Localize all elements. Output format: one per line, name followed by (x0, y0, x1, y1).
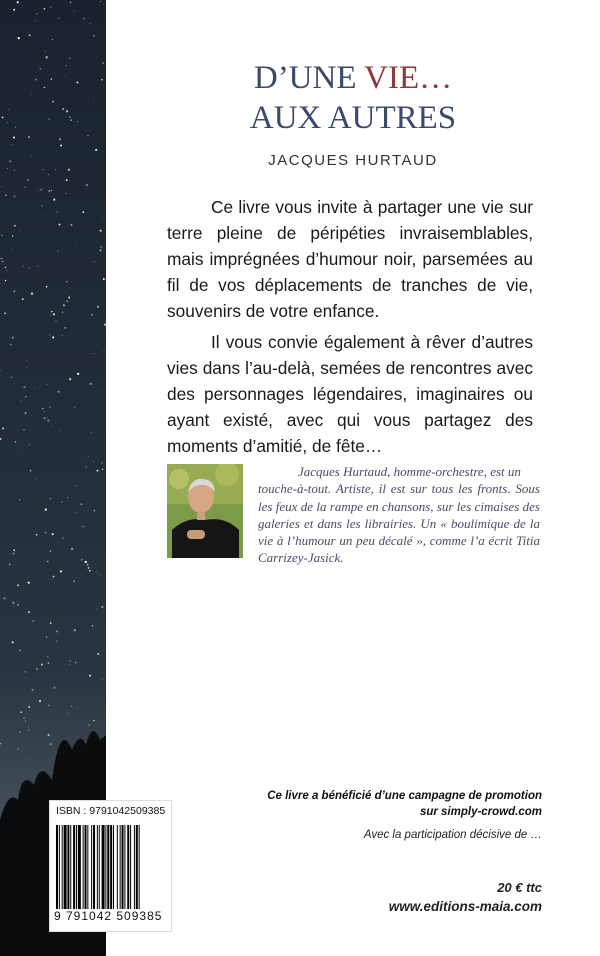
book-title (106, 58, 600, 138)
promotion-notice (267, 788, 542, 820)
blurb-paragraph-2: Il vous convie également à rêver d’autres vies dans l’au-delà, semées de rencontres avec des personnages légendaires, imaginaires ou ayant existé, avec qui vous partagez des moments d’amitié, de fête… (167, 332, 533, 456)
author-photo (167, 464, 243, 558)
blurb-paragraph-1: Ce livre vous invite à partager une vie sur terre pleine de péripéties invraisemblables, mais imprégnées d’humour noir, parsemées au fil de vos déplacements de tranches de vie, souvenirs de votre enfance. (167, 197, 533, 321)
author-bio-text: touche-à-tout. Artiste, il est sur tous les fronts. Sous les feux de la rampe en chansons, sur les cimaises des galeries et dans les librairies. Un « boulimique de la vie à l’humour un peu décalé », comme l’a écrit Titia Carrizey-Jasick. (258, 481, 540, 566)
author-bio (258, 463, 540, 567)
title-line-1: D’UNE VIE… (253, 60, 453, 96)
participation-note: Avec la participation décisive de … (363, 829, 542, 841)
barcode-icon (56, 825, 165, 909)
author-bio-lead: Jacques Hurtaud, homme-orchestre, est un (298, 464, 521, 479)
promotion-line-2: sur simply-crowd.com (419, 806, 542, 818)
promotion-line-1: Ce livre a bénéficié d’une campagne de promotion (267, 790, 542, 802)
isbn-label: ISBN : 9791042509385 (56, 805, 166, 817)
price-label: 20 € ttc (497, 880, 542, 895)
author-name: JACQUES HURTAUD (268, 152, 438, 169)
isbn-barcode-block (49, 800, 172, 932)
back-cover-blurb (167, 194, 533, 464)
title-line-2: AUX AUTRES (249, 100, 457, 136)
publisher-website: www.editions-maia.com (388, 899, 542, 914)
barcode-number: 9 791042 509385 (54, 909, 163, 923)
